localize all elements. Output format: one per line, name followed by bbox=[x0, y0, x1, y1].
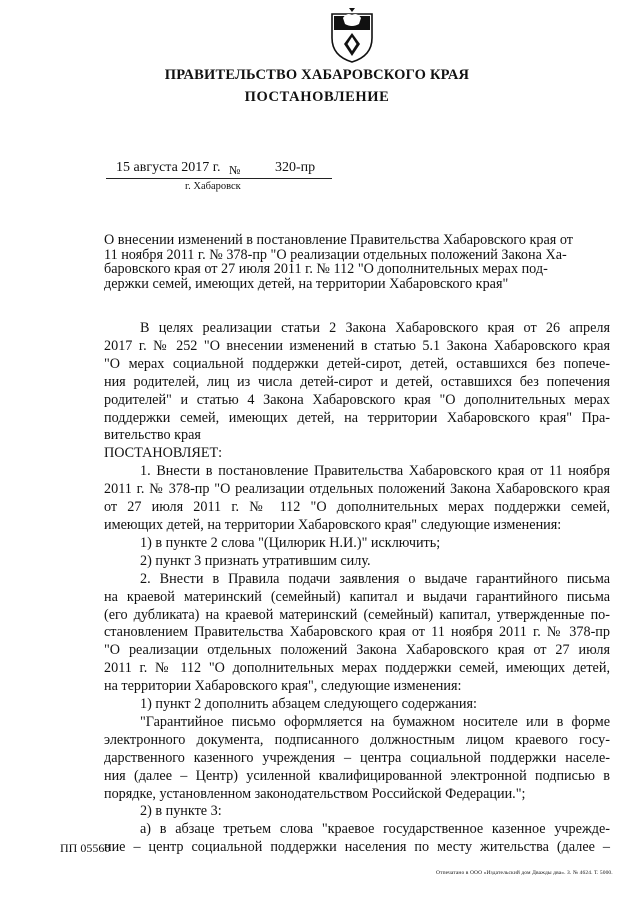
document-body bbox=[104, 320, 610, 857]
body-line: 1. Внести в постановление Правительства Хабаровского края от 11 ноября bbox=[140, 463, 610, 480]
date-number-line bbox=[106, 160, 332, 179]
body-line: родителей" и статью 4 Закона Хабаровского края "О дополнительных мерах bbox=[104, 391, 610, 408]
body-line: от 27 июля 2011 г. № 112 "О дополнительных мерах поддержки семей, bbox=[104, 499, 610, 516]
body-line: В целях реализации статьи 2 Закона Хабаровского края от 26 апреля bbox=[140, 320, 610, 336]
body-line: 2011 г. № 112 "О дополнительных мерах поддержки семей, имеющих детей, bbox=[104, 660, 610, 677]
number-sign: № bbox=[229, 163, 241, 177]
body-line: поддержки семей, имеющих детей, на территории Хабаровского края" Пра- bbox=[104, 409, 610, 426]
body-line: дарственного казенного учреждения – центра социальной поддержки населе- bbox=[104, 749, 610, 766]
city: г. Хабаровск bbox=[185, 181, 241, 192]
body-line: 2) пункт 3 признать утратившим силу. bbox=[140, 552, 371, 569]
body-line: 1) в пункте 2 слова "(Цилюрик Н.И.)" исключить; bbox=[140, 534, 441, 551]
body-line: имеющих детей, на территории Хабаровского края" следующие изменения: bbox=[104, 516, 562, 533]
body-line: 2) в пункте 3: bbox=[140, 803, 222, 820]
body-line: 2017 г. № 252 "О внесении изменений в статью 5.1 Закона Хабаровского края bbox=[104, 337, 610, 354]
body-line: "Гарантийное письмо оформляется на бумажном носителе или в форме bbox=[140, 713, 610, 730]
body-line: (его дубликата) на краевой материнский (семейный) капитал, утвержденные по- bbox=[104, 606, 610, 623]
document-code: ПП 05560 bbox=[60, 841, 111, 855]
document-date: 15 августа 2017 г. bbox=[116, 160, 221, 175]
body-line: становлением Правительства Хабаровского края от 11 ноября 2011 г. № 378-пр bbox=[104, 624, 610, 641]
body-line: на территории Хабаровского края", следующие изменения: bbox=[104, 678, 462, 695]
document-subject bbox=[104, 233, 609, 291]
body-line: ние – центр социальной поддержки населения по месту жительства (далее – bbox=[104, 839, 610, 856]
body-line: вительство края bbox=[104, 427, 201, 444]
government-title: ПРАВИТЕЛЬСТВО ХАБАРОВСКОГО КРАЯ bbox=[164, 67, 470, 83]
body-line: ния (далее – Центр) усиленной квалифицированной электронной подписью в bbox=[104, 767, 610, 784]
body-line: а) в абзаце третьем слова "краевое государственное казенное учрежде- bbox=[140, 821, 610, 838]
body-line: ния родителей, лиц из числа детей-сирот и детей, оставшихся без попечения bbox=[104, 373, 610, 390]
body-line: электронного документа, подписанного должностным лицом краевого госу- bbox=[104, 731, 610, 748]
body-line: "О мерах социальной поддержки детей-сирот, детей, оставшихся без попече- bbox=[104, 355, 610, 372]
decree-word: ПОСТАНОВЛЯЕТ: bbox=[104, 445, 223, 462]
body-line: "О реализации отдельных положений Закона Хабаровского края от 27 июля bbox=[104, 642, 610, 659]
body-line: 2. Внести в Правила подачи заявления о выдаче гарантийного письма bbox=[140, 570, 610, 587]
body-line: 1) пункт 2 дополнить абзацем следующего содержания: bbox=[140, 696, 477, 713]
subject-line: О внесении изменений в постановление Правительства Хабаровского края от bbox=[104, 232, 573, 248]
document-type: ПОСТАНОВЛЕНИЕ bbox=[244, 89, 390, 105]
printer-imprint: Отпечатано в ООО «Издательский дом Дважды два». З. № 4624. Т. 5000. bbox=[436, 870, 613, 876]
subject-line: держки семей, имеющих детей, на территории Хабаровского края" bbox=[104, 275, 509, 292]
subject-line: 11 ноября 2011 г. № 378-пр "О реализации отдельных положений Закона Ха- bbox=[104, 246, 567, 263]
body-line: на краевой материнский (семейный) капитал и выдачи гарантийного письма bbox=[104, 588, 610, 605]
document-number: 320-пр bbox=[275, 160, 316, 175]
body-line: порядке, установленном законодательством Российской Федерации."; bbox=[104, 785, 526, 802]
body-line: 2011 г. № 378-пр "О реализации отдельных положений Закона Хабаровского края bbox=[104, 481, 610, 498]
subject-line: баровского края от 27 июля 2011 г. № 112 "О дополнительных мерах под- bbox=[104, 261, 548, 277]
khabarovsk-coat-of-arms-icon bbox=[329, 6, 375, 64]
